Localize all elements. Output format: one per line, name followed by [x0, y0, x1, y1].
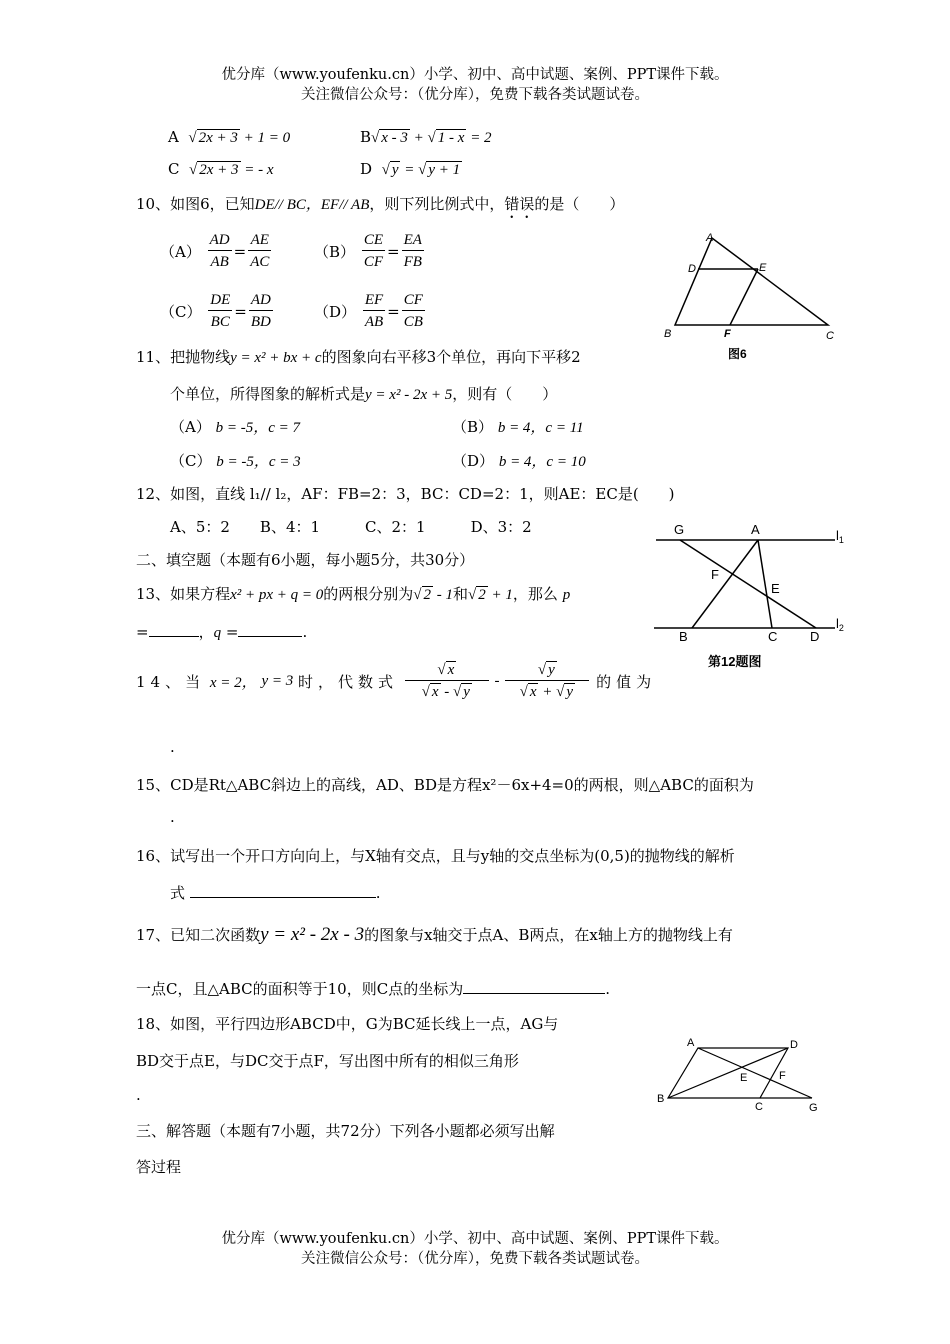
q13-stem: 13、如果方程x² + px + q = 0的两根分别为√ 2 - 1和√ 2 + 1，那么 p	[136, 583, 570, 604]
q16-stem: 16、试写出一个开口方向向上，与X轴有交点，且与y轴的交点坐标为(0,5)的抛物线的解析	[136, 847, 735, 865]
fig6-label-c: C	[826, 330, 834, 342]
q13-p-blank[interactable]	[149, 636, 199, 637]
fig12-label-c: C	[768, 629, 778, 644]
q10-stem: 10、如图6，已知DE// BC，EF// AB，则下列比例式中，错误的是（ ）	[136, 195, 625, 213]
q15-answer-dot: .	[170, 808, 175, 826]
fig12-label-g: G	[674, 522, 685, 537]
q17-stem: 17、已知二次函数y = x² - 2x - 3的图象与x轴交于点A、B两点，在x轴上方的抛物线上有	[136, 924, 733, 945]
figure-12	[650, 516, 860, 672]
footer-line-1: 优分库（www.youfenku.cn）小学、初中、高中试题、案例、PPT课件下载。	[221, 1231, 729, 1247]
q11-stem: 11、把抛物线y = x² + bx + c的图象向右平移3个单位，再向下平移2	[136, 348, 581, 366]
section-3-title-line-2: 答过程	[136, 1158, 182, 1176]
q11-option-a: （A） b = -5，c = 7	[170, 418, 301, 436]
fig6-label-d: D	[688, 263, 696, 275]
q17-blank[interactable]	[463, 993, 605, 994]
fig12-label-l1: $l_1$	[836, 528, 844, 545]
q18-stem-line-2: BD交于点E，与DC交于点F，写出图中所有的相似三角形	[136, 1052, 519, 1070]
fig18-label-g: G	[809, 1102, 818, 1114]
q9-option-c: C √ 2x + 3 = - x	[168, 160, 274, 179]
fig18-label-a: A	[687, 1037, 695, 1049]
q9-option-a: A √ 2x + 3 + 1 = 0	[168, 128, 290, 147]
fig12-label-l2: $l_2$	[836, 616, 844, 633]
q13-q-blank[interactable]	[238, 636, 302, 637]
fig18-label-c: C	[755, 1101, 763, 1113]
section-3-title: 三、解答题（本题有7小题，共72分）下列各小题都必须写出解	[136, 1122, 555, 1140]
q18-stem-line-1: 18、如图，平行四边形ABCD中，G为BC延长线上一点，AG与	[136, 1015, 559, 1033]
header-line-1: 优分库（www.youfenku.cn）小学、初中、高中试题、案例、PPT课件下载。	[221, 67, 729, 83]
fig18-diagonal-bd	[668, 1048, 788, 1098]
fig18-label-e: E	[740, 1072, 748, 1084]
fig12-label-f: F	[711, 567, 719, 582]
fig18-label-f: F	[779, 1070, 786, 1082]
fig6-caption: 图6	[728, 347, 747, 361]
q10-option-b: （B） $\frac{CE}{CF}$ = $\frac{EA}{FB}$	[314, 232, 422, 270]
figure-6	[660, 228, 840, 368]
q12-stem: 12、如图，直线 l₁// l₂，AF：FB=2：3，BC：CD=2：1，则AE：EC是( )	[136, 485, 675, 503]
q13-answer-line: = ，q = .	[136, 623, 308, 641]
q18-answer-dot: .	[136, 1086, 141, 1104]
q11-stem-line-2: 个单位，所得图象的解析式是y = x² - 2x + 5，则有（ ）	[170, 385, 558, 403]
fig18-label-b: B	[657, 1093, 665, 1105]
footer-line-2: 关注微信公众号：（优分库），免费下载各类试题试卷。	[301, 1251, 649, 1267]
header-line-2: 关注微信公众号：（优分库），免费下载各类试题试卷。	[301, 87, 649, 103]
q10-option-d: （D） $\frac{EF}{AB}$ = $\frac{CF}{CB}$	[314, 292, 423, 330]
q15-stem: 15、CD是Rt△ABC斜边上的高线，AD、BD是方程x²－6x+4=0的两根，则△ABC的面积为	[136, 776, 754, 794]
q12-options: A、5：2 B、4：1 C、2：1 D、3：2	[170, 518, 532, 536]
fig18-label-d: D	[790, 1039, 798, 1051]
q10-option-a: （A） $\frac{AD}{AB}$ = $\frac{AE}{AC}$	[160, 232, 270, 270]
q11-option-c: （C） b = -5，c = 3	[170, 452, 301, 470]
fig12-label-a: A	[751, 522, 760, 537]
q17-answer-line: 一点C，且△ABC的面积等于10，则C点的坐标为 .	[136, 980, 610, 998]
fig6-label-e: E	[759, 262, 767, 274]
q11-option-b: （B） b = 4，c = 11	[452, 418, 584, 436]
fig12-caption: 第12题图	[708, 654, 762, 669]
q9-option-b: B√ x - 3 + √ 1 - x = 2	[360, 128, 492, 147]
figure-18	[652, 1030, 832, 1116]
fig6-segment-ef	[730, 269, 758, 325]
q14-answer-dot: .	[170, 738, 175, 756]
fig6-label-f: F	[724, 328, 731, 340]
q16-blank[interactable]	[190, 897, 376, 898]
q14-stem: 14、当 x = 2， y = 3 时，代数式 √ x √ x - √ y - √ y √ x + √ y 的值为	[136, 660, 656, 703]
fig18-segment-ag	[698, 1048, 812, 1098]
fig12-label-e: E	[771, 581, 780, 596]
q10-option-c: （C） $\frac{DE}{BC}$ = $\frac{AD}{BD}$	[160, 292, 271, 330]
fig12-label-d: D	[810, 629, 820, 644]
fig12-segment-ac	[758, 540, 772, 628]
q9-option-d: D √ y = √ y + 1	[360, 160, 462, 179]
section-2-title: 二、填空题（本题有6小题，每小题5分，共30分）	[136, 551, 475, 569]
q11-option-d: （D） b = 4，c = 10	[452, 452, 586, 470]
fig6-label-b: B	[664, 328, 672, 340]
q16-answer-line: 式 .	[170, 884, 381, 902]
fig6-label-a: A	[706, 232, 714, 244]
fig12-label-b: B	[679, 629, 688, 644]
